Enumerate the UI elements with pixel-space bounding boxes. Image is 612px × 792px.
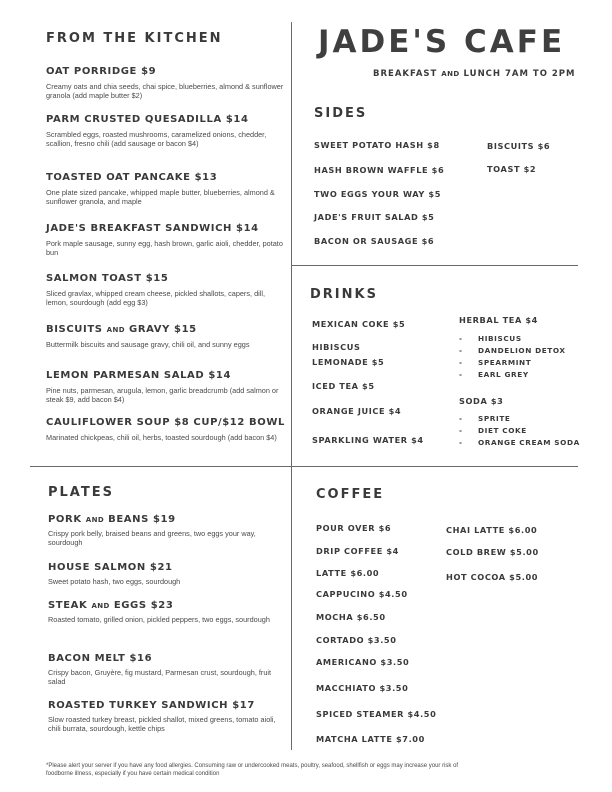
plates-item-title: ROASTED TURKEY SANDWICH $17 [48,700,255,711]
plates-item-desc: Crispy pork belly, braised beans and greens, two eggs your way, sourdough [48,529,256,547]
kitchen-item-desc: Marinated chickpeas, chili oil, herbs, toasted sourdough (add bacon $4) [46,433,277,442]
plates-item-desc: Roasted tomato, grilled onion, pickled peppers, two eggs, sourdough [48,615,270,624]
title-and: AND [85,516,105,524]
title-part: BISCUITS [46,324,107,335]
kitchen-item [46,324,286,349]
kitchen-item-title: PARM CRUSTED QUESADILLA $14 [46,114,249,125]
herbal-tea-name: HIBISCUS [478,334,522,343]
coffee-heading: COFFEE [316,487,385,502]
soda-option [459,425,527,436]
coffee-item: MACCHIATO $3.50 [316,683,409,693]
dash: - [459,358,463,367]
drinks-item: ORANGE JUICE $4 [312,406,402,416]
sides-item: BACON OR SAUSAGE $6 [314,236,435,246]
plates-item-title: BACON MELT $16 [48,653,153,664]
title-and: AND [91,602,110,610]
sides-item: BISCUITS $6 [487,141,551,151]
coffee-item: SPICED STEAMER $4.50 [316,709,437,719]
dash: - [459,438,463,447]
plates-item [48,562,288,586]
herbal-tea-option [459,369,529,380]
title-and: AND [106,326,125,334]
kitchen-item-desc: Scrambled eggs, roasted mushrooms, caramelized onions, chedder, scallion, fresno chili (add sausage or bacon $4) [46,130,267,148]
kitchen-item [46,370,286,404]
sides-item: HASH BROWN WAFFLE $6 [314,165,445,175]
plates-item-title: HOUSE SALMON $21 [48,562,173,573]
allergy-footnote: *Please alert your server if you have any food allergies. Consuming raw or undercooked meats, poultry, seafood, shellfish or eggs may increase your risk of foodborne illness, especially if you have certain medical condition [46,763,459,777]
kitchen-item-title [46,324,286,335]
plates-heading: PLATES [48,485,114,500]
kitchen-item-title: JADE'S BREAKFAST SANDWICH $14 [46,223,259,234]
title-part: EGGS $23 [109,600,174,611]
herbal-tea-name: EARL GREY [478,370,529,379]
herbal-tea-option [459,333,522,344]
herbal-tea-heading: HERBAL TEA $4 [459,315,538,325]
plates-item [48,514,288,547]
coffee-item: HOT COCOA $5.00 [446,572,539,582]
sides-item: SWEET POTATO HASH $8 [314,140,440,150]
kitchen-item [46,114,286,148]
plates-item-title [48,600,288,611]
sides-item: TWO EGGS YOUR WAY $5 [314,189,441,199]
kitchen-item-desc: Pine nuts, parmesan, arugula, lemon, garlic breadcrumb (add salmon or steak $9, add bacon $4) [46,386,279,404]
drinks-heading: DRINKS [310,287,378,302]
hours-prefix: BREAKFAST [373,69,442,79]
kitchen-item [46,66,286,100]
drinks-item: HIBISCUS [312,342,361,352]
coffee-item: CORTADO $3.50 [316,635,397,645]
dash: - [459,426,463,435]
kitchen-item-title: SALMON TOAST $15 [46,273,169,284]
herbal-tea-option [459,345,566,356]
drinks-item: LEMONADE $5 [312,357,385,367]
herbal-tea-option [459,357,531,368]
title-part: STEAK [48,600,92,611]
kitchen-item-desc: One plate sized pancake, whipped maple butter, blueberries, almond & sunflower granola, and maple [46,188,275,206]
sides-drinks-divider [291,265,578,266]
kitchen-item-title: OAT PORRIDGE $9 [46,66,157,77]
plates-item [48,600,288,624]
herbal-tea-name: DANDELION DETOX [478,346,566,355]
kitchen-item-desc: Sliced gravlax, whipped cream cheese, pickled shallots, capers, dill, lemon, sourdough (add egg $3) [46,289,266,307]
center-divider [291,22,292,750]
cafe-title: JADE'S CAFE [318,24,566,60]
drinks-item: ICED TEA $5 [312,381,375,391]
coffee-item: CAPPUCINO $4.50 [316,589,408,599]
dash: - [459,370,463,379]
plates-item-title [48,514,288,525]
herbal-tea-name: SPEARMINT [478,358,532,367]
sides-item: JADE'S FRUIT SALAD $5 [314,212,435,222]
plates-item-desc: Crispy bacon, Gruyère, fig mustard, Parmesan crust, sourdough, fruit salad [48,668,272,686]
kitchen-item-title: LEMON PARMESAN SALAD $14 [46,370,232,381]
plates-item-desc: Slow roasted turkey breast, pickled shallot, mixed greens, tomato aioli, chili burrata, sourdough, kettle chips [48,715,276,733]
kitchen-item [46,417,286,442]
soda-option [459,413,511,424]
drinks-item: MEXICAN COKE $5 [312,319,406,329]
coffee-item: DRIP COFFEE $4 [316,546,399,556]
coffee-item: CHAI LATTE $6.00 [446,525,538,535]
coffee-item: MOCHA $6.50 [316,612,386,622]
soda-option [459,437,580,448]
sides-heading: SIDES [314,106,368,121]
dash: - [459,346,463,355]
middle-divider [30,466,578,467]
coffee-item: MATCHA LATTE $7.00 [316,734,425,744]
soda-heading: SODA $3 [459,396,504,406]
title-part: GRAVY $15 [124,324,197,335]
hours-line [373,69,576,79]
kitchen-heading: FROM THE KITCHEN [46,31,223,46]
dash: - [459,414,463,423]
kitchen-item-desc: Pork maple sausage, sunny egg, hash brown, garlic aioli, chedder, potato bun [46,239,283,257]
kitchen-item-title: CAULIFLOWER SOUP $8 CUP/$12 BOWL [46,417,285,428]
hours-and: AND [441,70,460,78]
kitchen-item [46,223,286,257]
soda-name: SPRITE [478,414,511,423]
soda-name: DIET COKE [478,426,527,435]
plates-item [48,700,288,733]
title-part: PORK [48,514,86,525]
kitchen-item-desc: Creamy oats and chia seeds, chai spice, blueberries, almond & sunflower granola (add maple butter $2) [46,82,284,100]
plates-item-desc: Sweet potato hash, two eggs, sourdough [48,577,181,586]
dash: - [459,334,463,343]
kitchen-item [46,273,286,307]
kitchen-item-desc: Buttermilk biscuits and sausage gravy, chili oil, and sunny eggs [46,340,250,349]
soda-name: ORANGE CREAM SODA [478,438,580,447]
coffee-item: AMERICANO $3.50 [316,657,410,667]
drinks-item: SPARKLING WATER $4 [312,435,424,445]
sides-item: TOAST $2 [487,164,537,174]
coffee-item: COLD BREW $5.00 [446,547,539,557]
plates-item [48,653,288,686]
kitchen-item [46,172,286,206]
coffee-item: LATTE $6.00 [316,568,380,578]
hours-suffix: LUNCH 7AM TO 2PM [459,69,576,79]
coffee-item: POUR OVER $6 [316,523,392,533]
kitchen-item-title: TOASTED OAT PANCAKE $13 [46,172,218,183]
title-part: BEANS $19 [104,514,176,525]
